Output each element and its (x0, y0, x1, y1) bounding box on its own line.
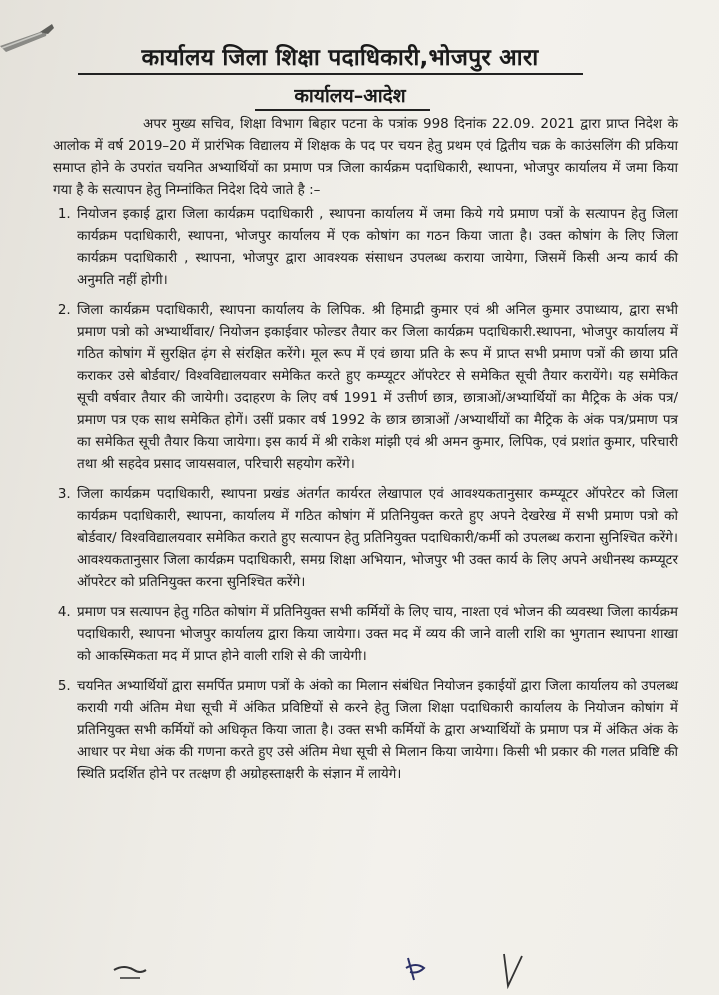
directive-item: 2. जिला कार्यक्रम पदाधिकारी, स्थापना कार्यालय के लिपिक. श्री हिमाद्री कुमार एवं श्री अनिल कुमार उपाध्याय, द्वारा सभी प्रमाण पत्रो को अभ्यार्थीवार/ नियोजन इकाईवार फोल्डर तैयार कर जिला कार्यक्रम पदाधिकारी.स्थापना, भोजपुर कार्यालय में गठित कोषांग में सुरक्षित ढ़ंग से संरक्षित करेंगे। मूल रूप में एवं छाया प्रति के रूप में प्राप्त सभी प्रमाण पत्रों की छाया प्रति कराकर उसे बोर्डवार/ विश्वविद्यालयवार समेकित करते हुए कम्प्यूटर ऑपरेटर से समेकित सूची तैयार करायेंगे। यह समेकित सूची वर्षवार तैयार की जायेगी। उदाहरण के लिए वर्ष 1991 में उत्तीर्ण छात्र, छात्राओं/अभ्यार्थियों का मैट्रिक के अंक पत्र/प्रमाण पत्र एक साथ समेकित होगें। उसीं प्रकार वर्ष 1992 के छात्र छात्राओं /अभ्यार्थीयों का मैट्रिक के अंक पत्र/प्रमाण पत्र का समेकित सूची तैयार किया जायेगा। इस कार्य में श्री राकेश मांझी एवं श्री अमन कुमार, लिपिक, एवं प्रशांत कुमार, परिचारी तथा श्री सहदेव प्रसाद जायसवाल, परिचारी सहयोग करेंगे। (75, 299, 678, 475)
subtitle-underline (255, 109, 430, 111)
signature-tick-icon (498, 950, 528, 990)
signature-mark-icon (400, 950, 430, 990)
initials-mark-icon (110, 950, 150, 990)
directive-item: 5. चयनित अभ्यार्थियों द्वारा समर्पित प्रमाण पत्रों के अंको का मिलान संबंधित नियोजन इकाईयों द्वारा जिला कार्यालय को उपलब्ध करायी गयी अंतिम मेधा सूची में अंकित प्रविष्टियों से करने हेतु जिला शिक्षा पदाधिकारी कार्यालय के नियोजन कोषांग में प्रतिनियुक्त सभी कर्मियों को अधिकृत किया जाता है। उक्त सभी कर्मियों के द्वारा अभ्यार्थियों के प्रमाण पत्र में अंकित अंक के आधार पर मेधा अंक की गणना करते हुए उसे अंतिम मेधा सूची से मिलान किया जायेगा। किसी भी प्रकार की गलत प्रविष्टि की स्थिति प्रदर्शित होने पर तत्क्षण ही अग्रोहस्ताक्षरी के संज्ञान में लायेगे। (75, 675, 678, 785)
directive-list (53, 203, 678, 785)
title-underline (78, 73, 583, 75)
order-title: कार्यालय–आदेश (294, 85, 406, 107)
directive-item: 1. नियोजन इकाई द्वारा जिला कार्यक्रम पदाधिकारी , स्थापना कार्यालय में जमा किये गये प्रमाण पत्रों के सत्यापन हेतु जिला कार्यक्रम पदाधिकारी, स्थापना, भोजपुर कार्यालय में एक कोषांग का गठन किया जाता है। उक्त कोषांग के लिए जिला कार्यक्रम पदाधिकारी , स्थापना, भोजपुर द्वारा आवश्यक संसाधन उपलब्ध कराया जायेगा, जिसमें किसी अन्य कार्य की अनुमति नहीं होगी। (75, 203, 678, 291)
order-body (53, 113, 678, 793)
office-title: कार्यालय जिला शिक्षा पदाधिकारी,भोजपुर आरा (141, 45, 539, 71)
directive-item: 3. जिला कार्यक्रम पदाधिकारी, स्थापना प्रखंड अंतर्गत कार्यरत लेखापाल एवं आवश्यकतानुसार कम्प्यूटर ऑपरेटर को जिला कार्यक्रम पदाधिकारी, स्थापना, कार्यालय में गठित कोषांग में प्रतिनियुक्त करते हुए अपने देखरेख में सभी प्रमाण पत्रो को बोर्डवार/ विश्वविद्यालयवार समेकित कराते हुए सत्यापन हेतु प्रतिनियुक्त पदाधिकारी/कर्मी को उपलब्ध कराना सुनिश्चित करेंगे। आवश्यकतानुसार जिला कार्यक्रम पदाधिकारी, समग्र शिक्षा अभियान, भोजपुर भी उक्त कार्य के लिए अपने अधीनस्थ कम्प्यूटर ऑपरेटर को प्रतिनियुक्त करना सुनिश्चित करेंगे। (75, 483, 678, 593)
intro-paragraph: अपर मुख्य सचिव, शिक्षा विभाग बिहार पटना के पत्रांक 998 दिनांक 22.09. 2021 द्वारा प्राप्त निदेश के आलोक में वर्ष 2019–20 में प्रारंभिक विद्यालय में शिक्षक के पद पर चयन हेतु प्रथम एवं द्वितीय चक्र के काउंसलिंग की प्रकिया समाप्त होने के उपरांत चयनित अभ्यार्थियों का प्रमाण पत्र जिला कार्यक्रम पदाधिकारी, स्थापना, भोजपुर कार्यालय में जमा किया गया है के सत्यापन हेतु निम्नांकित निदेश दिये जाते है :– (53, 116, 678, 198)
directive-item: 4. प्रमाण पत्र सत्यापन हेतु गठित कोषांग में प्रतिनियुक्त सभी कर्मियों के लिए चाय, नाश्ता एवं भोजन की व्यवस्था जिला कार्यक्रम पदाधिकारी, स्थापना भोजपुर कार्यालय द्वारा किया जायेगा। उक्त मद में व्यय की जाने वाली राशि का भुगतान स्थापना शाखा को आकस्मिकता मद में प्राप्त होने वाली राशि से की जायेगी। (75, 601, 678, 667)
